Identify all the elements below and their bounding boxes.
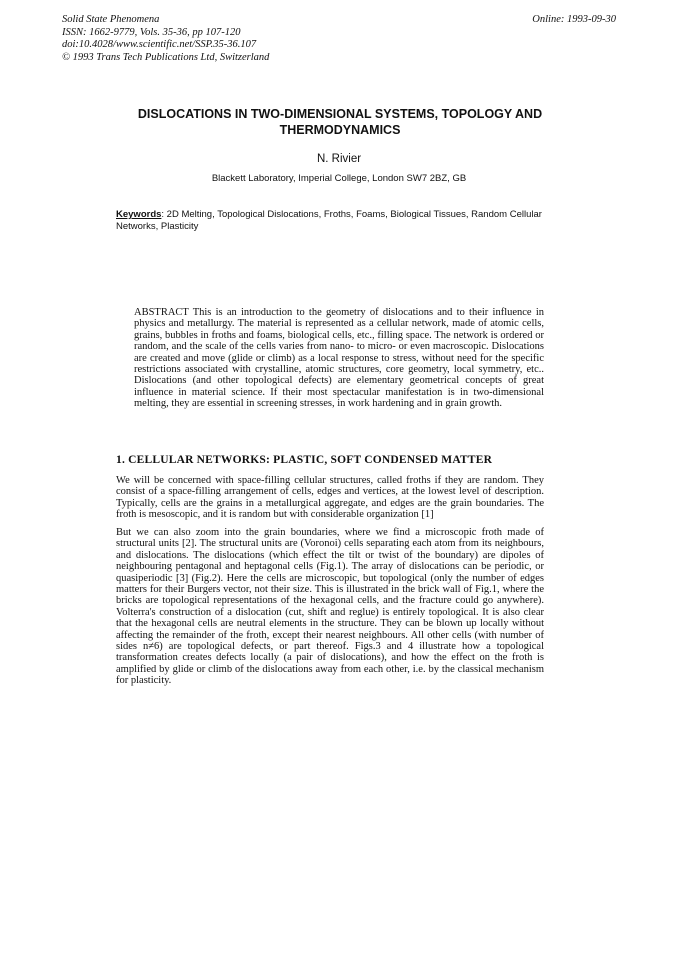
- keywords-text: : 2D Melting, Topological Dislocations, Froths, Foams, Biological Tissues, Random Cellular Networks, Plasticity: [116, 209, 542, 232]
- issn-line: ISSN: 1662-9779, Vols. 35-36, pp 107-120: [62, 26, 241, 38]
- copyright-line: © 1993 Trans Tech Publications Ltd, Switzerland: [62, 51, 270, 63]
- body-paragraph-2: [116, 527, 544, 687]
- paper-title: DISLOCATIONS IN TWO-DIMENSIONAL SYSTEMS, TOPOLOGY AND THERMODYNAMICS: [137, 107, 543, 137]
- section-heading: 1. CELLULAR NETWORKS: PLASTIC, SOFT CONDENSED MATTER: [116, 454, 493, 466]
- author-affiliation: Blackett Laboratory, Imperial College, London SW7 2BZ, GB: [211, 173, 467, 184]
- keywords-label: Keywords: [116, 209, 162, 220]
- keywords-block: [116, 209, 556, 233]
- paragraph-text: But we can also zoom into the grain boundaries, where we find a microscopic froth made of structural units [2]. The structural units are (Voronoi) cells separating each atom from its neighbours, and dislocations. The dislocations (which effect the tilt or twist of the boundary) are dipoles of neighbouring pentagonal and heptagonal cells (Fig.1). The array of dislocations can be periodic, or quasiperiodic [3] (Fig.2). Here the cells are microscopic, but topological (only the number of edges matters for their Burgers vector, not their size. This is illustrated in the brick wall of Fig.1, where the bricks are topological representations of the hexagonal cells, and the fracture could go anywhere). Volterra's construction of a dislocation (cut, shift and reglue) is entirely topological. It is also clear that the hexagonal cells are neutral elements in the structure. They can be blown up locally without affecting the remainder of the froth, except their nearest neighbours. All other cells (with number of sides n≠6) are topological defects, or part thereof. Figs.3 and 4 illustrate how a topological transformation creates defects locally (a pair of dislocations), and how the effect on the froth is amplified by glide or climb of the dislocations away from each other, i.e. by the classical mechanism for plasticity.: [116, 527, 544, 687]
- doi-line[interactable]: doi:10.4028/www.scientific.net/SSP.35-36.107: [62, 39, 257, 50]
- journal-header: [62, 14, 269, 64]
- author-name: N. Rivier: [316, 153, 362, 165]
- body-paragraph-1: [116, 475, 544, 521]
- online-date: Online: 1993-09-30: [532, 14, 616, 25]
- paragraph-text: We will be concerned with space-filling cellular structures, called froths if they are random. They consist of a space-filling arrangement of cells, edges and vertices, at the lowest level of description. Typically, cells are the grains in a metallurgical aggregate, and edges are the grain boundaries. The froth is mesoscopic, and it is random but with considerable organization [1]: [116, 475, 544, 521]
- abstract: ABSTRACT This is an introduction to the geometry of dislocations and to their influence in physics and metallurgy. The material is represented as a cellular network, made of atomic cells, grains, bubbles in froths and foams, biological cells, etc., filling space. The network is ordered or random, and the scale of the cells varies from nano- to micro- or even macroscopic. Dislocations are created and move (glide or climb) as a local response to stress, without need for the specific restrictions associated with crystalline, atomic structures, core geometry, local symmetry, etc.. Dislocations (and other topological defects) are elementary geometrical concepts of great influence in material science. If their most spectacular manifestation is in two-dimensional melting, they are essential in screening stresses, in work hardening and in grain growth.: [134, 307, 544, 410]
- journal-name: Solid State Phenomena: [62, 14, 160, 25]
